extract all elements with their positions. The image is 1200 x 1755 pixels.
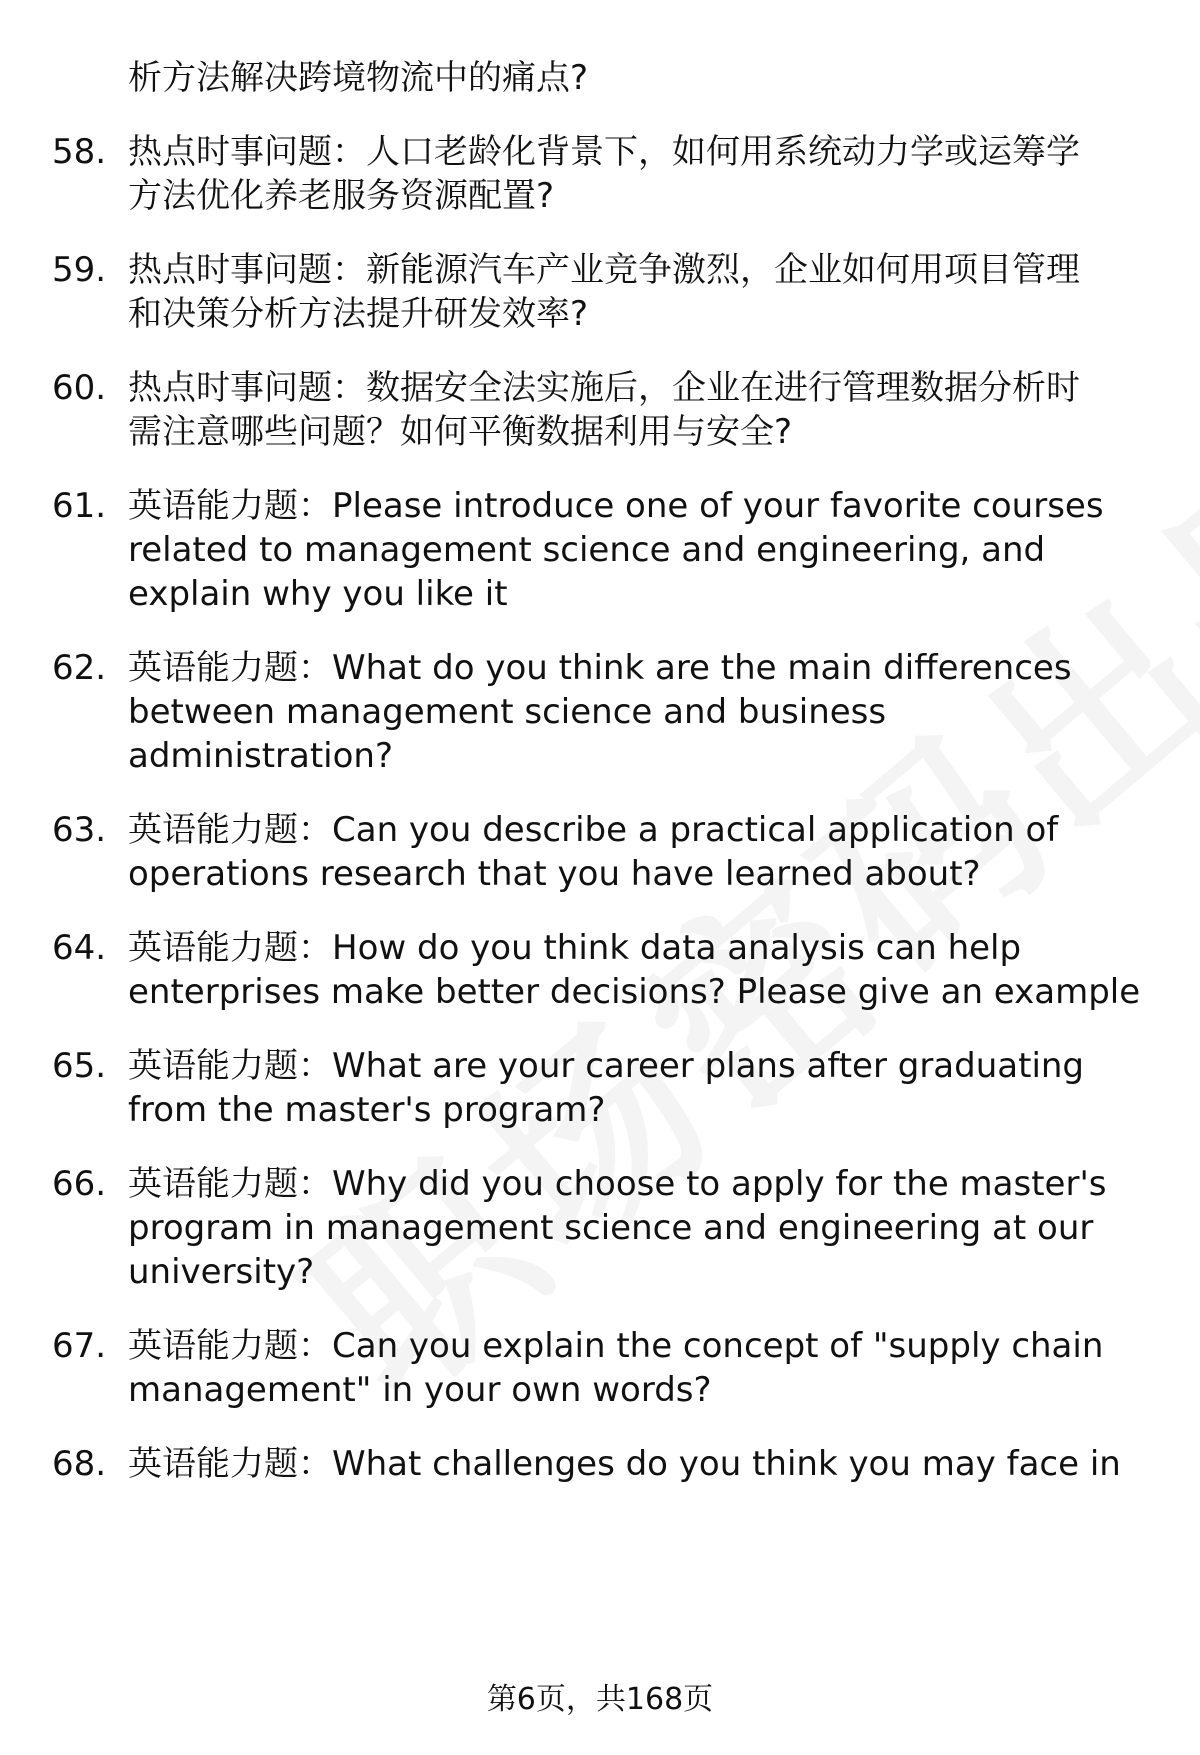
item-59-line-2: 和决策分析方法提升研发效率?: [128, 294, 589, 334]
item-64-line-2: enterprises make better decisions? Please give an example: [128, 972, 1141, 1012]
item-58-number: 58.: [52, 132, 107, 172]
item-64-line-1: 英语能力题：How do you think data analysis can help: [128, 928, 1022, 968]
item-66-line-3: university?: [128, 1252, 315, 1292]
item-62-line-3: administration?: [128, 736, 394, 776]
item-62-line-1: 英语能力题：What do you think are the main differences: [128, 648, 1072, 688]
item-62-line-2: between management science and business: [128, 692, 887, 732]
item-61-line-2: related to management science and engineering, and: [128, 530, 1046, 570]
item-65-number: 65.: [52, 1046, 107, 1086]
item-59-line-1: 热点时事问题：新能源汽车产业竞争激烈，企业如何用项目管理: [128, 250, 1080, 290]
item-65-line-2: from the master's program?: [128, 1090, 606, 1130]
item-60-line-1: 热点时事问题：数据安全法实施后，企业在进行管理数据分析时: [128, 368, 1080, 408]
continuation-line: 析方法解决跨境物流中的痛点?: [128, 58, 589, 98]
item-58-line-2: 方法优化养老服务资源配置?: [128, 176, 555, 216]
item-66-line-1: 英语能力题：Why did you choose to apply for the master's: [128, 1164, 1107, 1204]
item-60-number: 60.: [52, 368, 107, 408]
item-63-line-2: operations research that you have learned about?: [128, 854, 981, 894]
item-66-number: 66.: [52, 1164, 107, 1204]
item-58-line-1: 热点时事问题：人口老龄化背景下，如何用系统动力学或运筹学: [128, 132, 1080, 172]
item-61-number: 61.: [52, 486, 107, 526]
item-60-line-2: 需注意哪些问题？如何平衡数据利用与安全?: [128, 412, 793, 452]
item-62-number: 62.: [52, 648, 107, 688]
item-59-number: 59.: [52, 250, 107, 290]
page-footer: 第6页，共168页: [486, 1682, 714, 1717]
item-64-number: 64.: [52, 928, 107, 968]
item-67-line-1: 英语能力题：Can you explain the concept of "supply chain: [128, 1326, 1104, 1366]
item-61-line-3: explain why you like it: [128, 574, 508, 614]
item-67-line-2: management" in your own words?: [128, 1370, 712, 1410]
item-68-line-1: 英语能力题：What challenges do you think you may face in: [128, 1444, 1121, 1484]
item-65-line-1: 英语能力题：What are your career plans after graduating: [128, 1046, 1085, 1086]
item-68-number: 68.: [52, 1444, 107, 1484]
item-63-line-1: 英语能力题：Can you describe a practical application of: [128, 810, 1059, 850]
item-66-line-2: program in management science and engineering at our: [128, 1208, 1094, 1248]
item-63-number: 63.: [52, 810, 107, 850]
item-61-line-1: 英语能力题：Please introduce one of your favorite courses: [128, 486, 1104, 526]
item-67-number: 67.: [52, 1326, 107, 1366]
